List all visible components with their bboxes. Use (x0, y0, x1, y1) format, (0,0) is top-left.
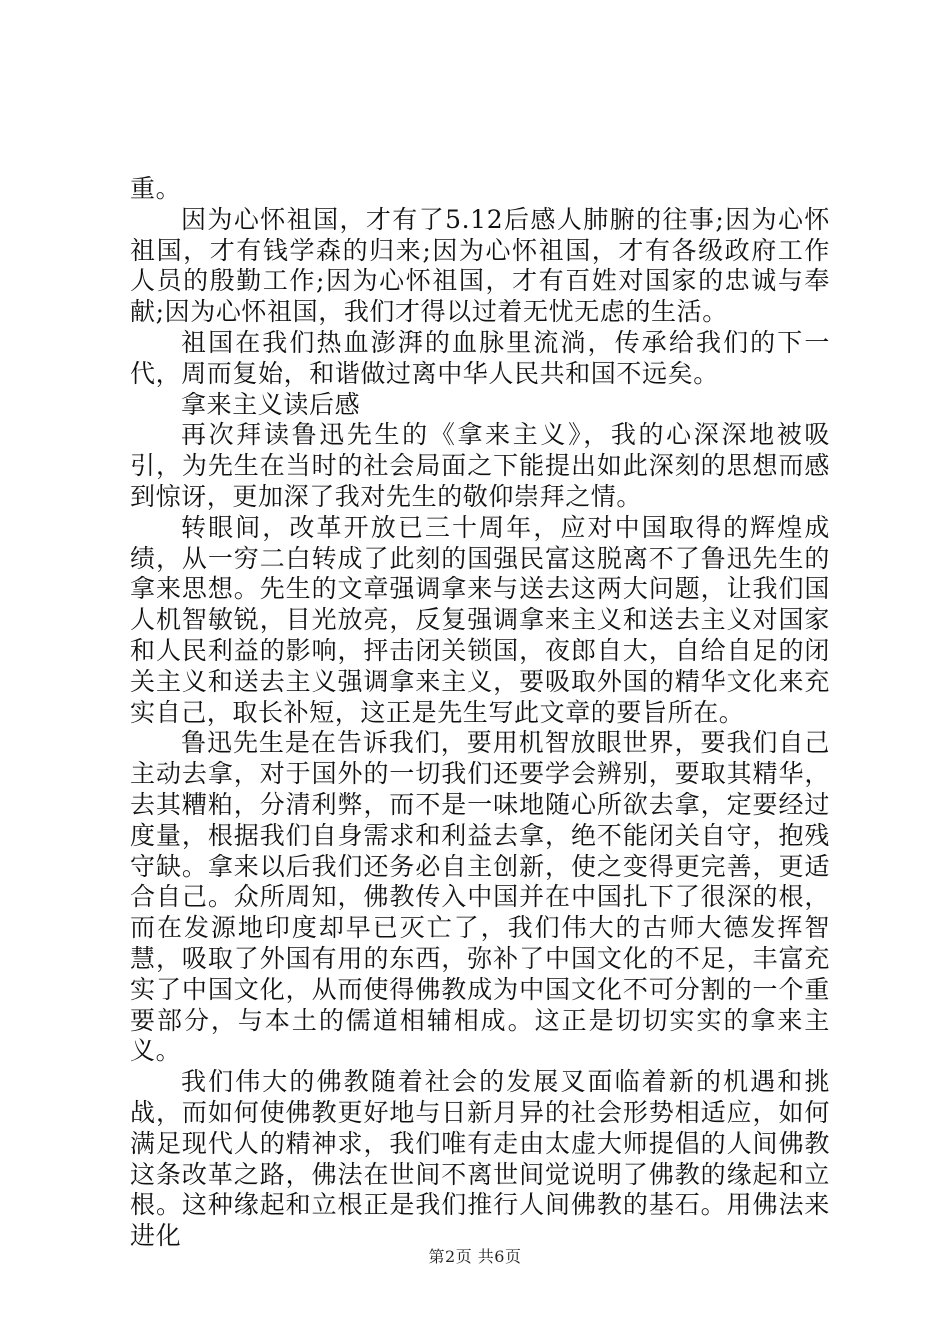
paragraph-3: 祖国在我们热血澎湃的血脉里流淌，传承给我们的下一代，周而复始，和谐做过离中华人民共和国不远矣。 (130, 327, 830, 388)
paragraph-1: 重。 (130, 174, 182, 203)
body-text (130, 174, 830, 1252)
paragraph-7: 我们伟大的佛教随着社会的发展叉面临着新的机遇和挑战，而如何使佛教更好地与日新月异的社会形势相适应，如何满足现代人的精神求，我们唯有走由太虚大师提倡的人间佛教这条改革之路，佛法在世间不离世间觉说明了佛教的缘起和立根。这种缘起和立根正是我们推行人间佛教的基石。用佛法来进化 (130, 1067, 830, 1251)
paragraph-5: 转眼间，改革开放已三十周年，应对中国取得的辉煌成绩，从一穷二白转成了此刻的国强民富这脱离不了鲁迅先生的拿来思想。先生的文章强调拿来与送去这两大问题，让我们国人机智敏锐，目光放亮，反复强调拿来主义和送去主义对国家和人民利益的影响，抨击闭关锁国，夜郎自大，自给自足的闭关主义和送去主义强调拿来主义，要吸取外国的精华文化来充实自己，取长补短，这正是先生写此文章的要旨所在。 (130, 512, 830, 727)
paragraph-2: 因为心怀祖国，才有了5.12后感人肺腑的往事;因为心怀祖国，才有钱学森的归来;因为心怀祖国，才有各级政府工作人员的殷勤工作;因为心怀祖国，才有百姓对国家的忠诚与奉献;因为心怀祖国，我们才得以过着无忧无虑的生活。 (130, 204, 830, 327)
paragraph-6: 鲁迅先生是在告诉我们，要用机智放眼世界，要我们自己主动去拿，对于国外的一切我们还要学会辨别，要取其精华，去其糟粕，分清利弊，而不是一味地随心所欲去拿，定要经过度量，根据我们自身需求和利益去拿，绝不能闭关自守，抱残守缺。拿来以后我们还务必自主创新，使之变得更完善，更适合自己。众所周知，佛教传入中国并在中国扎下了很深的根，而在发源地印度却早已灭亡了，我们伟大的古师大德发挥智慧，吸取了外国有用的东西，弥补了中国文化的不足，丰富充实了中国文化，从而使得佛教成为中国文化不可分割的一个重要部分，与本土的儒道相辅相成。这正是切切实实的拿来主义。 (130, 728, 830, 1066)
section-title: 拿来主义读后感 (181, 389, 361, 419)
page-footer: 第2页 共6页 (428, 1247, 522, 1266)
paragraph-4: 再次拜读鲁迅先生的《拿来主义》，我的心深深地被吸引，为先生在当时的社会局面之下能提出如此深刻的思想而感到惊讶，更加深了我对先生的敬仰崇拜之情。 (130, 420, 830, 511)
